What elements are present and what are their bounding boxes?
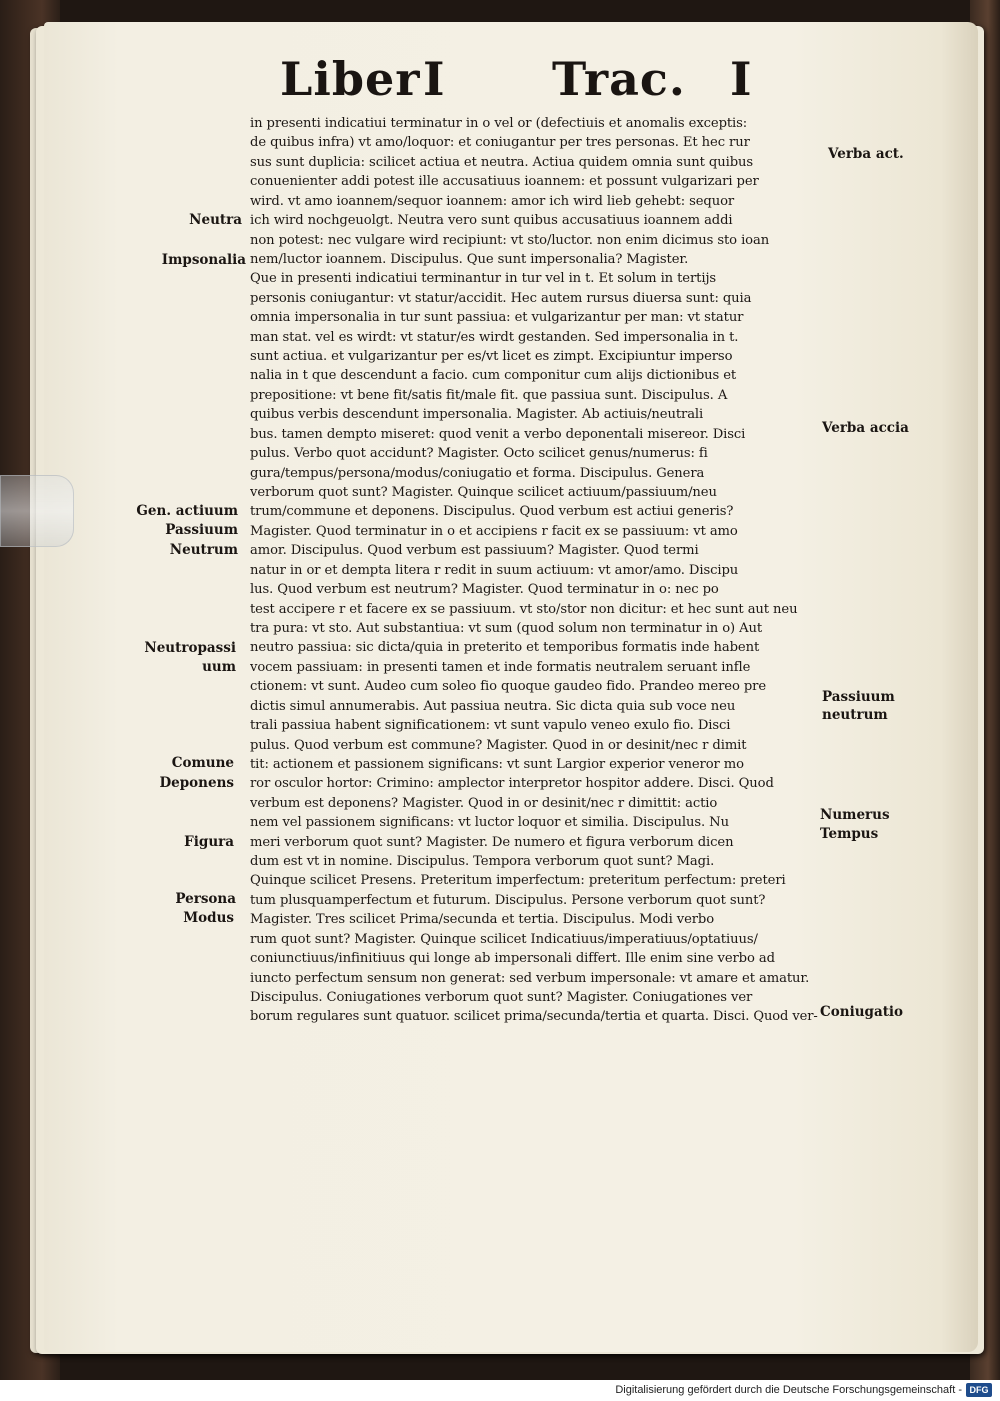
margin-note-tempus: Tempus bbox=[820, 826, 879, 842]
margin-note-neutropassiuum-cont: uum bbox=[202, 659, 236, 675]
running-head-liber: Liber bbox=[280, 52, 421, 106]
running-head-trac: Trac. bbox=[552, 52, 686, 106]
margin-note-coniugatio: Coniugatio bbox=[820, 1004, 904, 1020]
margin-note-impersonalia: Impsonalia bbox=[161, 252, 246, 268]
text-line: sunt actiua. et vulgarizantur per es/vt licet es zimpt. Excipiuntur imperso bbox=[250, 349, 733, 365]
text-line: non potest: nec vulgare wird recipiunt: vt sto/luctor. non enim dicimus sto ioan bbox=[250, 232, 770, 248]
text-line: test accipere r et facere ex se passiuum. vt sto/stor non dicitur: et hec sunt aut neu bbox=[250, 601, 798, 617]
text-line: ctionem: vt sunt. Audeo cum soleo fio quoque gaudeo fido. Prandeo mereo pre bbox=[250, 679, 767, 695]
text-line: Magister. Quod terminatur in o et accipiens r facit ex se passiuum: vt amo bbox=[250, 523, 738, 539]
text-line: man stat. vel es wirdt: vt statur/es wirdt gestanden. Sed impersonalia in t. bbox=[250, 329, 739, 345]
text-line: lus. Quod verbum est neutrum? Magister. Quod terminatur in o: nec po bbox=[250, 582, 719, 598]
text-line: wird. vt amo ioannem/sequor ioannem: amor ich wird lieb gehebt: sequor bbox=[250, 193, 735, 209]
running-head-book-number: I bbox=[423, 52, 446, 106]
margin-note-commune: Comune bbox=[171, 755, 234, 771]
text-line: nalia in t que descendunt a facio. cum componitur cum alijs dictionibus et bbox=[250, 368, 737, 384]
text-line: dum est vt in nomine. Discipulus. Tempora verborum quot sunt? Magi. bbox=[250, 854, 715, 870]
main-text-block bbox=[250, 114, 820, 1034]
text-line: verborum quot sunt? Magister. Quinque scilicet actiuum/passiuum/neu bbox=[250, 485, 717, 501]
text-line: nem/luctor ioannem. Discipulus. Que sunt impersonalia? Magister. bbox=[250, 251, 689, 267]
text-line: personis coniugantur: vt statur/accidit. Hec autem rursus diuersa sunt: quia bbox=[250, 290, 752, 306]
text-line: verbum est deponens? Magister. Quod in or desinit/nec r dimittit: actio bbox=[250, 795, 718, 811]
margin-note-verba-accidentia: Verba accia bbox=[822, 420, 909, 436]
text-line: dictis simul annumerabis. Aut passiua neutra. Sic dicta quia sub voce neu bbox=[250, 698, 736, 714]
running-head-tract-number: I bbox=[730, 52, 753, 106]
text-line: in presenti indicatiui terminatur in o vel or (defectiuis et anomalis exceptis: bbox=[250, 116, 748, 131]
digitization-footer bbox=[0, 1380, 1000, 1401]
text-line: pulus. Verbo quot accidunt? Magister. Octo scilicet genus/numerus: fi bbox=[250, 446, 708, 462]
text-line: tit: actionem et passionem significans: vt sunt Largior experior veneror mo bbox=[250, 756, 744, 772]
text-line: Que in presenti indicatiui terminantur in tur vel in t. Et solum in tertijs bbox=[250, 271, 717, 287]
text-line: conuenienter addi potest ille accusatiuus ioannem: et possunt vulgarizari per bbox=[250, 174, 759, 190]
text-line: omnia impersonalia in tur sunt passiua: et vulgarizantur per man: vt statur bbox=[250, 310, 744, 326]
margin-note-neutrum: Neutrum bbox=[169, 542, 238, 558]
text-line: amor. Discipulus. Quod verbum est passiuum? Magister. Quod termi bbox=[250, 543, 699, 559]
text-line: Quinque scilicet Presens. Preteritum imperfectum: preteritum perfectum: preteri bbox=[250, 873, 786, 889]
text-line: prepositione: vt bene fit/satis fit/male fit. que passiua sunt. Discipulus. A bbox=[250, 387, 728, 403]
text-line: ror osculor hortor: Crimino: amplector interpretor hospitor addere. Disci. Quod bbox=[250, 776, 774, 792]
dfg-logo-icon: DFG bbox=[966, 1383, 992, 1397]
margin-note-deponens: Deponens bbox=[159, 775, 234, 791]
text-line: nem vel passionem significans: vt luctor loquor et similia. Discipulus. Nu bbox=[250, 815, 729, 831]
text-line: iuncto perfectum sensum non generat: sed verbum impersonale: vt amare et amatur. bbox=[250, 970, 810, 986]
margin-note-persona: Persona bbox=[175, 891, 236, 907]
margin-note-figura: Figura bbox=[184, 834, 234, 850]
text-line: trali passiua habent significationem: vt sunt vapulo veneo exulo fio. Disci bbox=[250, 718, 731, 734]
margin-note-passiuum-neutrum-cont: neutrum bbox=[822, 707, 888, 723]
text-line: tra pura: vt sto. Aut substantiua: vt sum (quod solum non terminatur in o) Aut bbox=[250, 620, 763, 636]
margin-note-neutropassiuum: Neutropassi bbox=[144, 640, 236, 656]
text-line: neutro passiua: sic dicta/quia in preterito et temporibus formatis inde habent bbox=[250, 640, 760, 656]
margin-note-verba-activa: Verba act. bbox=[828, 146, 904, 162]
text-line: borum regulares sunt quatuor. scilicet prima/secunda/tertia et quarta. Disci. Quod ver- bbox=[250, 1009, 818, 1025]
text-line: de quibus infra) vt amo/loquor: et coniugantur per tres personas. Et hec rur bbox=[250, 135, 750, 151]
margin-note-passiuum: Passiuum bbox=[165, 522, 238, 538]
footer-credit-text: Digitalisierung gefördert durch die Deutsche Forschungsgemeinschaft - bbox=[615, 1384, 962, 1396]
text-line: ich wird nochgeuolgt. Neutra vero sunt quibus accusatiuus ioannem addi bbox=[250, 213, 733, 229]
text-line: Discipulus. Coniugationes verborum quot sunt? Magister. Coniugationes ver bbox=[250, 989, 753, 1005]
running-head bbox=[280, 52, 780, 112]
clasp-strap bbox=[0, 475, 74, 547]
text-line: natur in or et dempta litera r redit in suum actiuum: vt amor/amo. Discipu bbox=[250, 562, 739, 578]
text-line: quibus verbis descendunt impersonalia. Magister. Ab actiuis/neutrali bbox=[250, 407, 704, 423]
text-line: vocem passiuam: in presenti tamen et inde formatis neutralem seruant infle bbox=[250, 659, 751, 675]
margin-note-numerus: Numerus bbox=[820, 807, 890, 823]
text-line: gura/tempus/persona/modus/coniugatio et forma. Discipulus. Genera bbox=[250, 465, 705, 481]
text-line: coniunctiuus/infinitiuus qui longe ab impersonali differt. Ille enim sine verbo ad bbox=[250, 951, 775, 967]
margin-note-modus: Modus bbox=[183, 910, 234, 926]
text-line: bus. tamen dempto miseret: quod venit a verbo deponentali misereor. Disci bbox=[250, 426, 746, 442]
text-line: trum/commune et deponens. Discipulus. Quod verbum est actiui generis? bbox=[250, 504, 734, 520]
text-line: tum plusquamperfectum et futurum. Discipulus. Persone verborum quot sunt? bbox=[250, 892, 766, 908]
text-line: rum quot sunt? Magister. Quinque scilicet Indicatiuus/imperatiuus/optatiuus/ bbox=[250, 931, 758, 947]
margin-note-neutra: Neutra bbox=[189, 212, 242, 228]
text-line: Magister. Tres scilicet Prima/secunda et tertia. Discipulus. Modi verbo bbox=[250, 912, 715, 928]
margin-note-passiuum-neutrum: Passiuum bbox=[822, 689, 895, 705]
text-line: sus sunt duplicia: scilicet actiua et neutra. Actiua quidem omnia sunt quibus bbox=[250, 154, 754, 170]
text-line: pulus. Quod verbum est commune? Magister. Quod in or desinit/nec r dimit bbox=[250, 737, 747, 753]
margin-note-genera-actiuum: Gen. actiuum bbox=[136, 503, 238, 519]
text-line: meri verborum quot sunt? Magister. De numero et figura verborum dicen bbox=[250, 834, 734, 850]
